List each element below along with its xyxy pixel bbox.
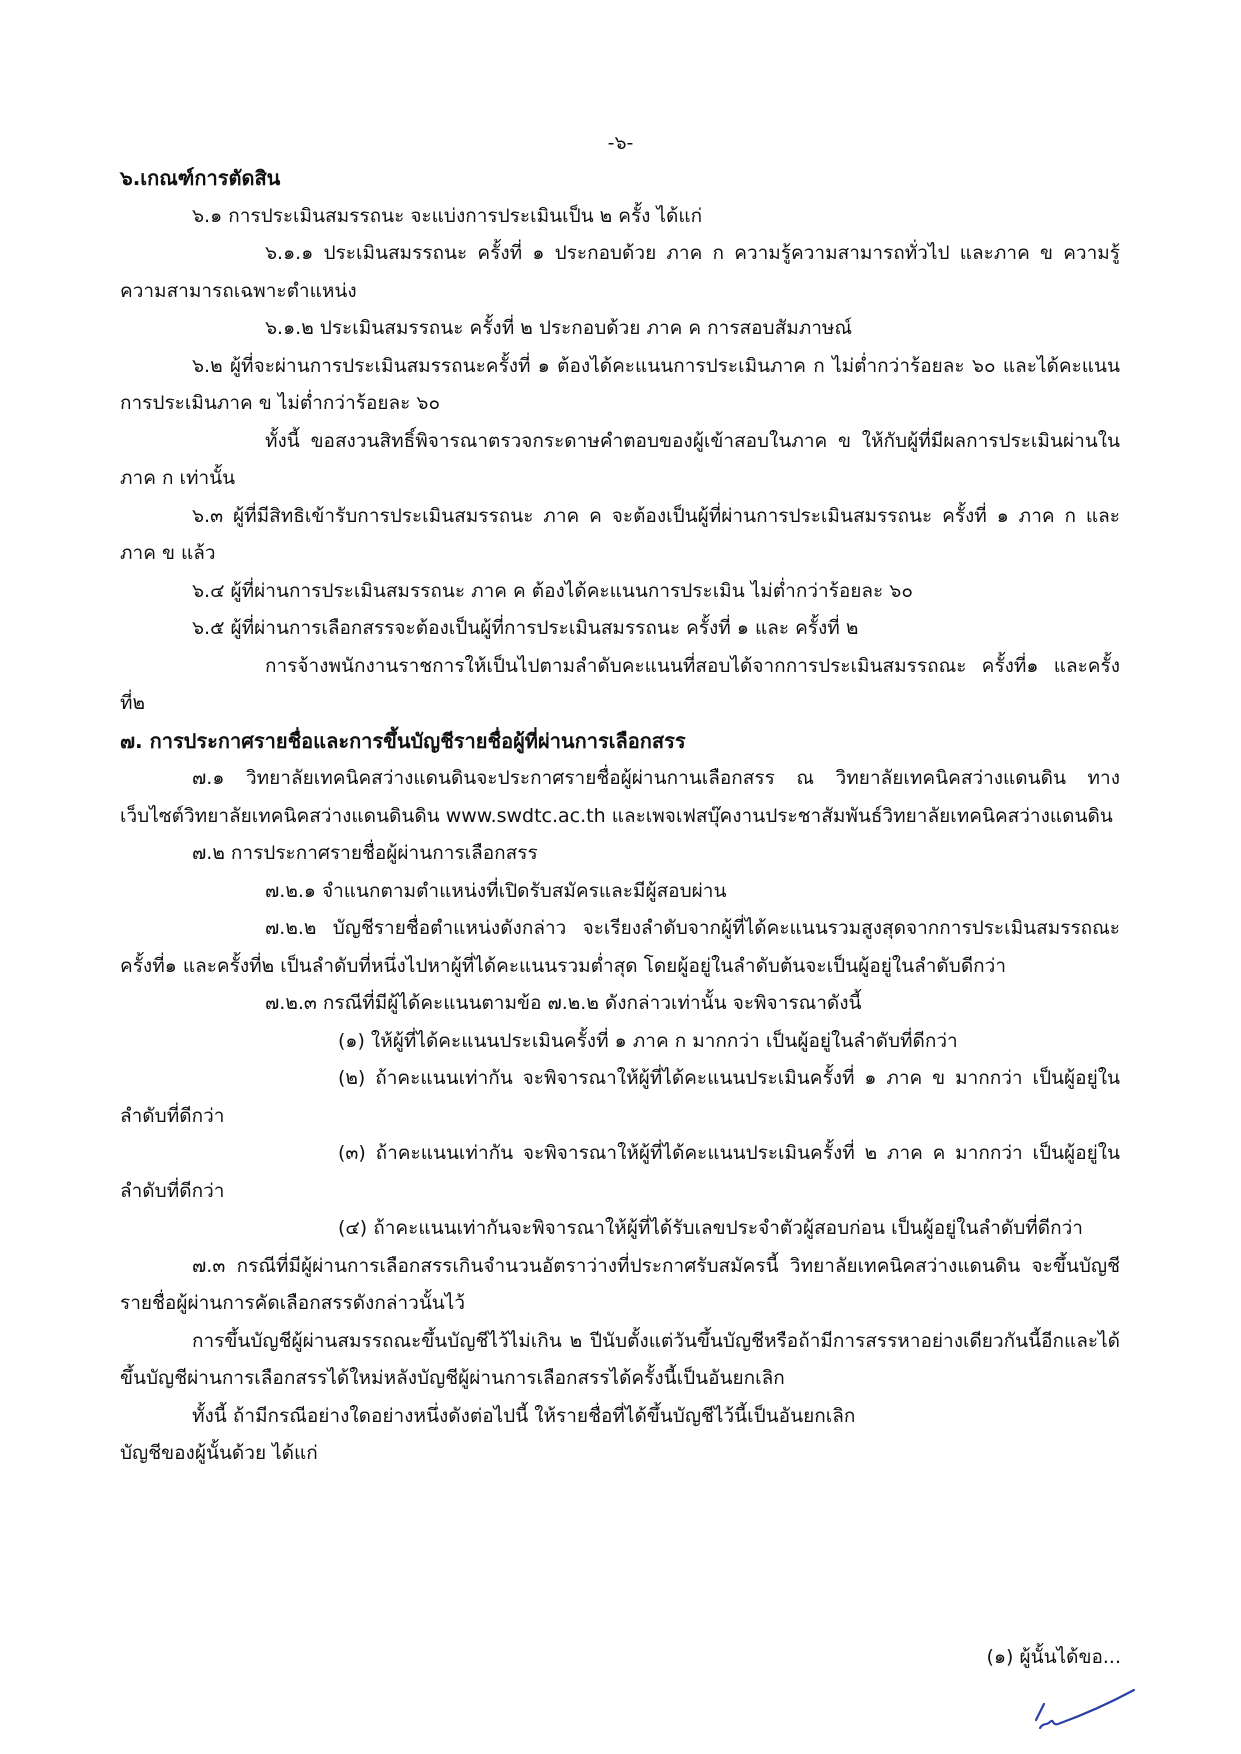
paragraph-7-5-line-2: บัญชีของผู้นั้นด้วย ได้แก่ (120, 1442, 318, 1464)
paragraph-7-1: ๗.๑ วิทยาลัยเทคนิคสว่างแดนดินจะประกาศรายชื่อผู้ผ่านกานเลือกสรร ณ วิทยาลัยเทคนิคสว่างแดนดิน ทางเว็บไซต์วิทยาลัยเทคนิคสว่างแดนดินดิน www.swdtc.ac.th และเพจเฟสบุ๊คงานประชาสัมพันธ์วิทยาลัยเทคนิคสว่างแดนดิน (120, 767, 1120, 827)
page-number: -๖- (607, 132, 634, 154)
section-6-heading: ๖.เกณฑ์การตัดสิน (120, 166, 281, 190)
paragraph-7-5-line-1: ทั้งนี้ ถ้ามีกรณีอย่างใดอย่างหนึ่งดังต่อไปนี้ ให้รายชื่อที่ได้ขึ้นบัญชีไว้นี้เป็นอันยกเลิก (192, 1404, 856, 1427)
document-body (120, 160, 1120, 1473)
condition-3: (๓) ถ้าคะแนนเท่ากัน จะพิจารณาให้ผู้ที่ได้คะแนนประเมินครั้งที่ ๒ ภาค ค มากกว่า เป็นผู้อยู่ในลำดับที่ดีกว่า (120, 1142, 1120, 1202)
section-7-heading: ๗. การประกาศรายชื่อและการขึ้นบัญชีรายชื่อผู้ที่ผ่านการเลือกสรร (120, 728, 686, 753)
condition-1: (๑) ให้ผู้ที่ได้คะแนนประเมินครั้งที่ ๑ ภาค ก มากกว่า เป็นผู้อยู่ในลำดับที่ดีกว่า (338, 1029, 958, 1052)
paragraph-6-5: ๖.๕ ผู้ที่ผ่านการเลือกสรรจะต้องเป็นผู้ที่การประเมินสมรรถนะ ครั้งที่ ๑ และ ครั้งที่ ๒ (192, 617, 859, 639)
paragraph-7-2-3: ๗.๒.๓ กรณีที่มีผู้ได้คะแนนตามข้อ ๗.๒.๒ ดังกล่าวเท่านั้น จะพิจารณาดังนี้ (265, 992, 862, 1014)
condition-4: (๔) ถ้าคะแนนเท่ากันจะพิจารณาให้ผู้ที่ได้รับเลขประจำตัวผู้สอบก่อน เป็นผู้อยู่ในลำดับที่ดีกว่า (338, 1217, 1083, 1239)
paragraph-7-2-1: ๗.๒.๑ จำแนกตามตำแหน่งที่เปิดรับสมัครและมีผู้สอบผ่าน (265, 879, 727, 902)
paragraph-6-1: ๖.๑ การประเมินสมรรถนะ จะแบ่งการประเมินเป็น ๒ ครั้ง ได้แก่ (192, 204, 703, 227)
paragraph-6-3: ๖.๓ ผู้ที่มีสิทธิเข้ารับการประเมินสมรรถนะ ภาค ค จะต้องเป็นผู้ที่ผ่านการประเมินสมรรถนะ ครั้งที่ ๑ ภาค ก และภาค ข แล้ว (120, 504, 1120, 564)
signature-initial (1030, 1688, 1140, 1738)
paragraph-6-2-note: ทั้งนี้ ขอสงวนสิทธิ์พิจารณาตรวจกระดาษคำตอบของผู้เข้าสอบในภาค ข ให้กับผู้ที่มีผลการประเมินผ่านในภาค ก เท่านั้น (120, 429, 1120, 489)
paragraph-6-5-note: การจ้างพนักงานราชการให้เป็นไปตามลำดับคะแนนที่สอบได้จากการประเมินสมรรถณะ ครั้งที่๑ และครั้งที่๒ (120, 654, 1120, 714)
continuation-reference: (๑) ผู้นั้นได้ขอ... (986, 1646, 1121, 1668)
paragraph-6-1-2: ๖.๑.๒ ประเมินสมรรถนะ ครั้งที่ ๒ ประกอบด้วย ภาค ค การสอบสัมภาษณ์ (265, 317, 853, 339)
paragraph-6-1-1: ๖.๑.๑ ประเมินสมรรถนะ ครั้งที่ ๑ ประกอบด้วย ภาค ก ความรู้ความสามารถทั่วไป และภาค ข ความรู้ความสามารถเฉพาะตำแหน่ง (120, 242, 1120, 302)
paragraph-7-2: ๗.๒ การประกาศรายชื่อผู้ผ่านการเลือกสรร (192, 842, 538, 864)
paragraph-7-3: ๗.๓ กรณีที่มีผู้ผ่านการเลือกสรรเกินจำนวนอัตราว่างที่ประกาศรับสมัครนี้ วิทยาลัยเทคนิคสว่างแดนดิน จะขึ้นบัญชีรายชื่อผู้ผ่านการคัดเลือกสรรดังกล่าวนั้นไว้ (120, 1254, 1120, 1314)
paragraph-6-4: ๖.๔ ผู้ที่ผ่านการประเมินสมรรถนะ ภาค ค ต้องได้คะแนนการประเมิน ไม่ต่ำกว่าร้อยละ ๖๐ (192, 579, 913, 602)
paragraph-7-4: การขึ้นบัญชีผู้ผ่านสมรรถณะขึ้นบัญชีไว้ไม่เกิน ๒ ปีนับตั้งแต่วันขึ้นบัญชีหรือถ้ามีการสรรหาอย่างเดียวกันนี้อีกและได้ขึ้นบัญชีผ่านการเลือกสรรได้ใหม่หลังบัญชีผู้ผ่านการเลือกสรรได้ครั้งนี้เป็นอันยกเลิก (120, 1329, 1120, 1389)
paragraph-6-2: ๖.๒ ผู้ที่จะผ่านการประเมินสมรรถนะครั้งที่ ๑ ต้องได้คะแนนการประเมินภาค ก ไม่ต่ำกว่าร้อยละ ๖๐ และได้คะแนนการประเมินภาค ข ไม่ต่ำกว่าร้อยละ ๖๐ (120, 354, 1120, 414)
paragraph-7-2-2: ๗.๒.๒ บัญชีรายชื่อตำแหน่งดังกล่าว จะเรียงลำดับจากผู้ที่ได้คะแนนรวมสูงสุดจากการประเมินสมรรถณะครั้งที่๑ และครั้งที่๒ เป็นลำดับที่หนึ่งไปหาผู้ที่ได้คะแนนรวมต่ำสุด โดยผู้อยู่ในลำดับต้นจะเป็นผู้อยู่ในลำดับดีกว่า (120, 917, 1120, 977)
condition-2: (๒) ถ้าคะแนนเท่ากัน จะพิจารณาให้ผู้ที่ได้คะแนนประเมินครั้งที่ ๑ ภาค ข มากกว่า เป็นผู้อยู่ในลำดับที่ดีกว่า (120, 1067, 1120, 1127)
